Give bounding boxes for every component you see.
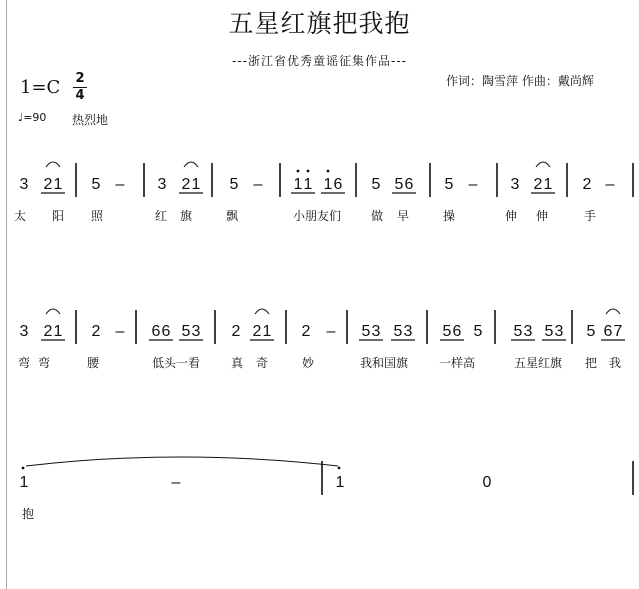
lyric: 弯	[37, 356, 51, 370]
note: 6	[161, 323, 171, 340]
lyric: 腰	[86, 356, 100, 370]
note: 2	[181, 176, 191, 193]
lyric: 太	[13, 209, 27, 223]
note: 1	[323, 176, 333, 193]
octave-dot	[338, 467, 341, 470]
note: 2	[231, 323, 241, 340]
note: 6	[404, 176, 414, 193]
note: 6	[333, 176, 343, 193]
slur	[46, 309, 60, 314]
song-subtitle: ---浙江省优秀童谣征集作品---	[232, 54, 407, 68]
lyric: 小朋友们	[292, 209, 342, 223]
lyric: 奇	[255, 356, 269, 370]
note: 3	[157, 176, 167, 193]
note: 2	[91, 323, 101, 340]
lyric: 飘	[225, 209, 239, 223]
note: 6	[452, 323, 462, 340]
note: 5	[513, 323, 523, 340]
lyric: 做	[370, 209, 384, 223]
note: 1	[335, 474, 345, 491]
note: 3	[371, 323, 381, 340]
lyric: 红	[154, 209, 168, 223]
note: 1	[303, 176, 313, 193]
note: 5	[473, 323, 483, 340]
note: 1	[543, 176, 553, 193]
note: –	[115, 323, 125, 340]
note: 3	[403, 323, 413, 340]
note: –	[326, 323, 336, 340]
note: 1	[53, 176, 63, 193]
note: 5	[544, 323, 554, 340]
lyric: 伸	[535, 209, 549, 223]
note: 5	[371, 176, 381, 193]
slur	[536, 162, 550, 167]
slur	[46, 162, 60, 167]
note: 6	[603, 323, 613, 340]
lyric: 抱	[21, 507, 35, 521]
note: 2	[43, 176, 53, 193]
note: –	[605, 176, 615, 193]
note: 2	[43, 323, 53, 340]
note: 3	[19, 323, 29, 340]
note: 5	[442, 323, 452, 340]
tempo-mark: ♩=90	[18, 111, 47, 124]
note: 0	[482, 474, 492, 491]
note: 1	[262, 323, 272, 340]
note: 5	[361, 323, 371, 340]
note: 3	[510, 176, 520, 193]
expression-mark: 热烈地	[72, 113, 109, 127]
note: 2	[252, 323, 262, 340]
tie	[26, 457, 338, 466]
note: 5	[181, 323, 191, 340]
note: 5	[393, 323, 403, 340]
slur	[184, 162, 198, 167]
lyric: 早	[396, 209, 410, 223]
note: –	[253, 176, 263, 193]
song-title: 五星红旗把我抱	[228, 9, 411, 38]
octave-dot	[327, 170, 330, 173]
note: 3	[554, 323, 564, 340]
time-top: 2	[75, 71, 85, 86]
note: 5	[91, 176, 101, 193]
time-signature	[73, 72, 87, 103]
note: 3	[19, 176, 29, 193]
note: 1	[53, 323, 63, 340]
note: 1	[293, 176, 303, 193]
octave-dot	[22, 467, 25, 470]
lyric: 手	[583, 209, 597, 223]
note: 5	[394, 176, 404, 193]
time-bottom: 4	[75, 88, 85, 103]
lyric: 我和国旗	[359, 356, 409, 370]
lyric: 旗	[179, 209, 193, 223]
lyric: 把	[584, 356, 598, 370]
lyric: 五星红旗	[513, 356, 563, 370]
octave-dot	[307, 170, 310, 173]
note: 1	[191, 176, 201, 193]
lyric: 照	[90, 209, 104, 223]
lyric: 我	[608, 356, 622, 370]
note: 5	[586, 323, 596, 340]
note: 5	[444, 176, 454, 193]
note: 5	[229, 176, 239, 193]
note: 2	[582, 176, 592, 193]
page-border-left	[6, 0, 7, 589]
octave-dot	[297, 170, 300, 173]
lyric: 弯	[17, 356, 31, 370]
lyric: 阳	[51, 209, 65, 223]
slur	[606, 309, 620, 314]
note: 2	[533, 176, 543, 193]
lyric: 低头一看	[151, 356, 201, 370]
lyric: 妙	[301, 356, 315, 370]
note: –	[115, 176, 125, 193]
lyric: 伸	[504, 209, 518, 223]
slur	[255, 309, 269, 314]
note: –	[468, 176, 478, 193]
note: 3	[523, 323, 533, 340]
note: 2	[301, 323, 311, 340]
key-signature: 1=C	[20, 77, 61, 98]
note: 6	[151, 323, 161, 340]
lyric: 真	[230, 356, 244, 370]
note: 3	[191, 323, 201, 340]
note: –	[171, 474, 181, 491]
lyric: 一样高	[438, 356, 476, 370]
note: 1	[19, 474, 29, 491]
note: 7	[613, 323, 623, 340]
credits: 作词：陶雪萍 作曲：戴尚辉	[446, 74, 594, 88]
lyric: 操	[442, 209, 456, 223]
